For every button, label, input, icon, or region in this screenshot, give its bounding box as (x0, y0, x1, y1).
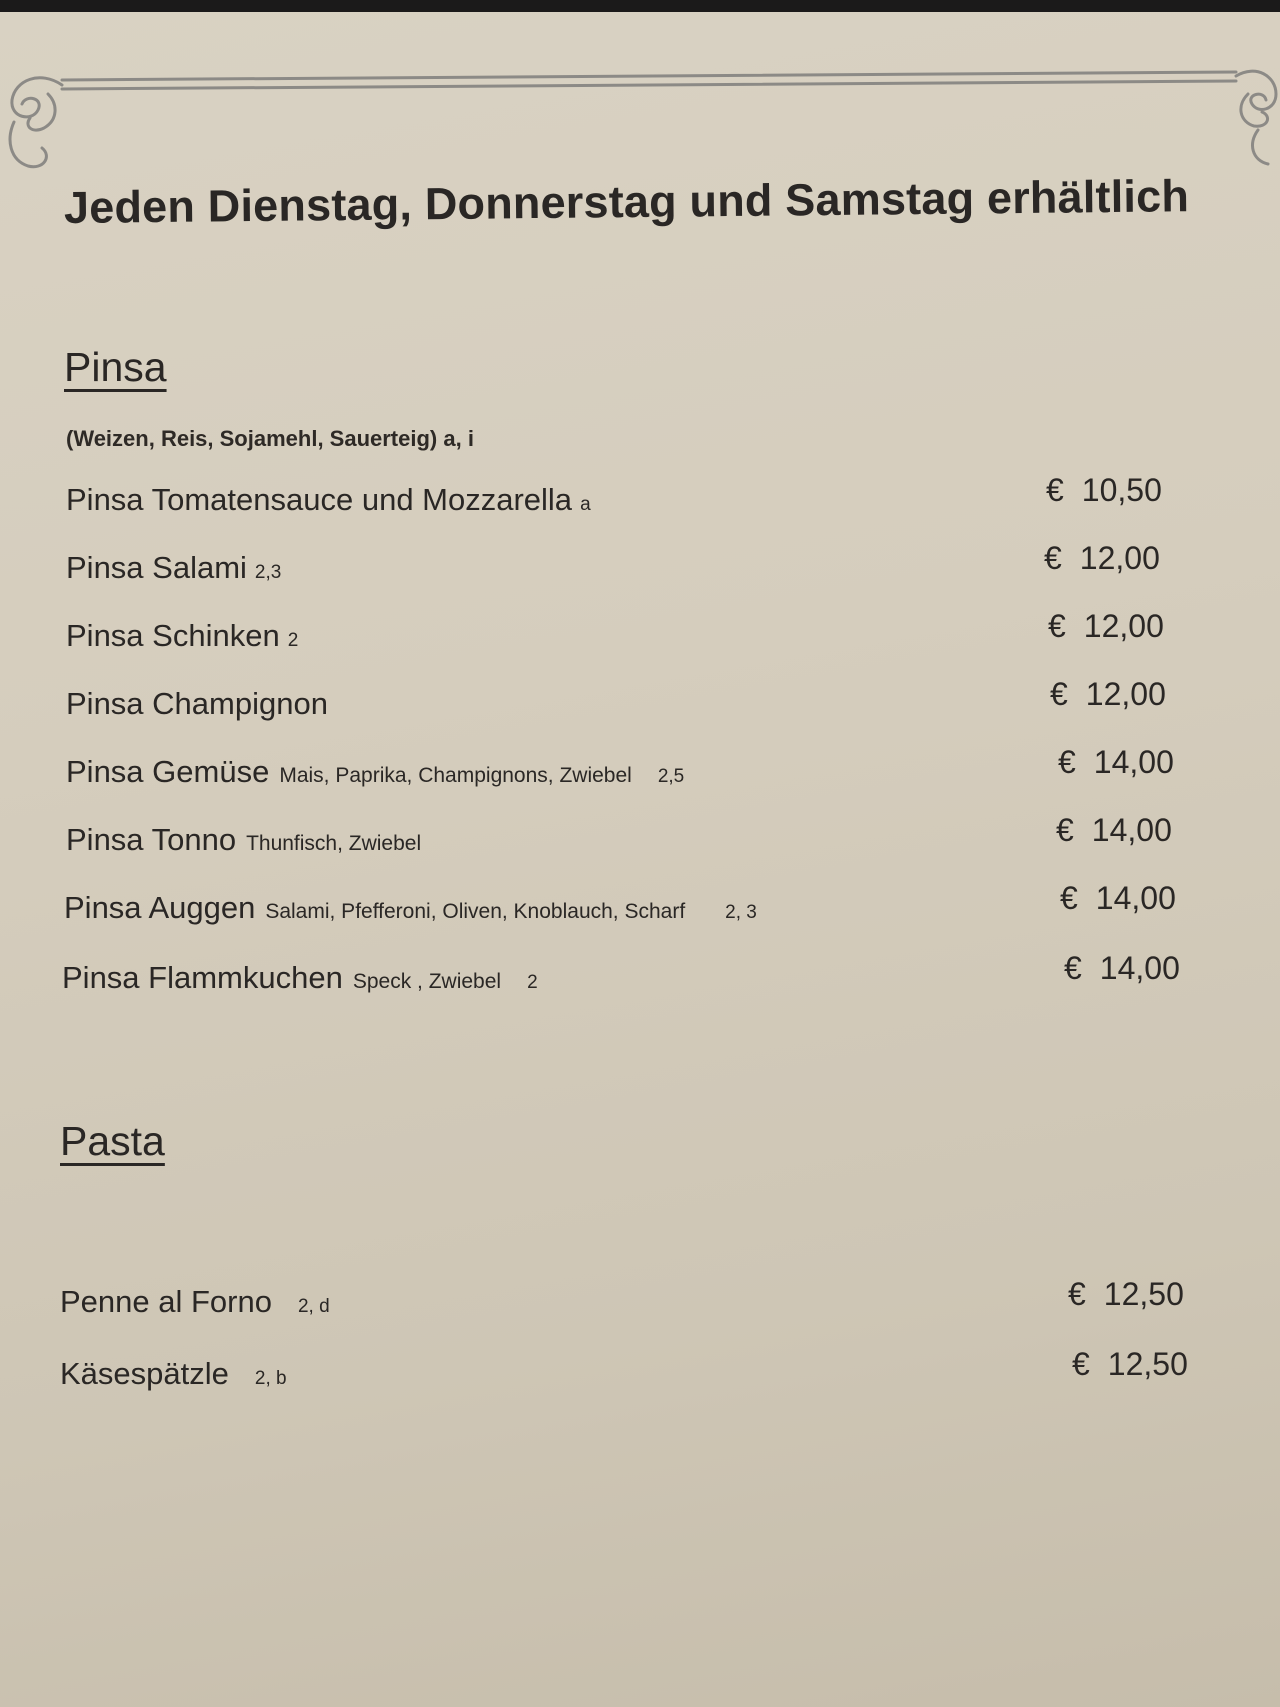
price-value: 14,00 (1093, 744, 1174, 780)
item-price (1064, 950, 1180, 987)
ornamental-border (0, 60, 1280, 180)
currency-symbol: € (1050, 676, 1068, 712)
currency-symbol: € (1068, 1276, 1086, 1312)
price-value: 12,50 (1103, 1276, 1184, 1312)
photo-top-edge (0, 0, 1280, 12)
item-allergen-code: 2, 3 (725, 902, 757, 923)
item-allergen-code: a (580, 494, 591, 515)
item-price (1048, 608, 1164, 645)
item-allergen-code: 2 (527, 972, 538, 993)
section-heading-pasta: Pasta (60, 1118, 165, 1164)
item-title: Pinsa Salami (66, 550, 247, 585)
currency-symbol: € (1048, 608, 1066, 644)
item-price (1060, 880, 1176, 917)
price-value: 14,00 (1091, 812, 1172, 848)
menu-item-name (62, 960, 538, 996)
item-allergen-code: 2 (287, 630, 299, 651)
allergen-note: (Weizen, Reis, Sojamehl, Sauerteig) a, i (66, 426, 474, 451)
menu-item-name (66, 822, 421, 858)
item-title: Pinsa Flammkuchen (62, 960, 343, 995)
item-price (1046, 472, 1162, 509)
price-value: 12,00 (1083, 608, 1164, 644)
menu-item-name (64, 890, 757, 926)
price-value: 12,00 (1085, 676, 1166, 712)
item-description: Mais, Paprika, Champignons, Zwiebel (279, 764, 632, 787)
price-value: 12,00 (1079, 540, 1160, 576)
item-title: Pinsa Gemüse (66, 754, 270, 789)
section-heading-pinsa: Pinsa (64, 344, 167, 390)
currency-symbol: € (1064, 950, 1082, 986)
menu-item-name (66, 754, 684, 790)
item-title: Pinsa Schinken (66, 618, 280, 653)
item-allergen-code: 2,5 (657, 766, 685, 787)
item-price (1044, 540, 1160, 577)
menu-item-name (66, 550, 281, 586)
menu-item-name (66, 686, 328, 722)
page-title: Jeden Dienstag, Donnerstag und Samstag erhältlich (63, 170, 1190, 233)
item-description: Speck , Zwiebel (352, 970, 502, 993)
item-title: Pinsa Tonno (66, 822, 237, 857)
currency-symbol: € (1056, 812, 1074, 848)
item-title: Pinsa Auggen (64, 890, 256, 925)
currency-symbol: € (1072, 1346, 1090, 1382)
item-title: Penne al Forno (60, 1284, 272, 1319)
item-price (1068, 1276, 1184, 1313)
price-value: 14,00 (1095, 880, 1176, 916)
menu-item-name (66, 482, 591, 518)
currency-symbol: € (1060, 880, 1078, 916)
item-allergen-code: 2, d (297, 1296, 330, 1317)
price-value: 10,50 (1081, 472, 1162, 508)
item-allergen-code: 2, b (254, 1368, 287, 1389)
item-price (1058, 744, 1174, 781)
item-title: Käsespätzle (60, 1356, 229, 1391)
item-title: Pinsa Champignon (66, 686, 328, 721)
item-allergen-code: 2,3 (254, 562, 282, 583)
item-price (1050, 676, 1166, 713)
currency-symbol: € (1058, 744, 1076, 780)
item-price (1072, 1346, 1188, 1383)
item-title: Pinsa Tomatensauce und Mozzarella (66, 482, 573, 517)
item-description: Salami, Pfefferoni, Oliven, Knoblauch, Scharf (265, 900, 686, 923)
menu-item-name (60, 1356, 287, 1392)
item-description: Thunfisch, Zwiebel (246, 832, 422, 855)
currency-symbol: € (1046, 472, 1064, 508)
menu-item-name (60, 1284, 330, 1320)
menu-item-name (66, 618, 298, 654)
price-value: 14,00 (1099, 950, 1180, 986)
price-value: 12,50 (1107, 1346, 1188, 1382)
item-price (1056, 812, 1172, 849)
currency-symbol: € (1044, 540, 1062, 576)
